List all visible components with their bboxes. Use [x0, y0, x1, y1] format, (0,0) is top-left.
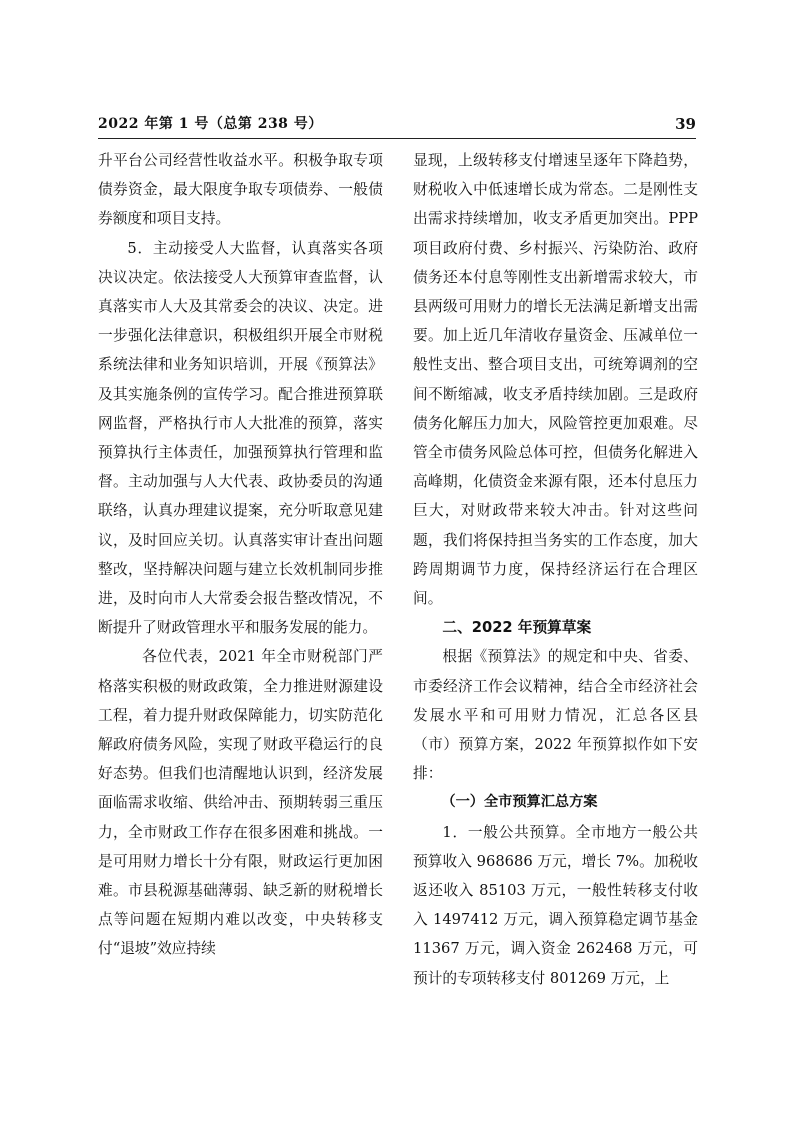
left-column	[98, 146, 383, 964]
right-column	[413, 146, 698, 993]
paragraph: 各位代表，2021 年全市财税部门严格落实积极的财政政策，全力推进财源建设工程，着力提升财政保障能力，切实防范化解政府债务风险，实现了财政平稳运行的良好态势。但我们也清醒地认识到，经济发展面临需求收缩、供给冲击、预期转弱三重压力，全市财政工作存在很多困难和挑战。一是可用财力增长十分有限，财政运行更加困难。市县税源基础薄弱、缺乏新的财税增长点等问题在短期内难以改变，中央转移支付“退坡”效应持续	[98, 648, 383, 958]
paragraph: 根据《预算法》的规定和中央、省委、市委经济工作会议精神，结合全市经济社会发展水平和可用财力情况，汇总各区县（市）预算方案，2022 年预算拟作如下安排：	[413, 648, 698, 783]
page-header	[98, 114, 696, 138]
paragraph: 显现，上级转移支付增速呈逐年下降趋势，财税收入中低速增长成为常态。二是刚性支出需求持续增加，收支矛盾更加突出。PPP 项目政府付费、乡村振兴、污染防治、政府债务还本付息等刚性支出新增需求较大，市县两级可用财力的增长无法满足新增支出需要。加上近几年清收存量资金、压减单位一般性支出、整合项目支出，可统筹调剂的空间不断缩减，收支矛盾持续加剧。三是政府债务化解压力加大，风险管控更加艰难。尽管全市债务风险总体可控，但债务化解进入高峰期，化债资金来源有限，还本付息压力巨大，对财政带来较大冲击。针对这些问题，我们将保持担当务实的工作态度，加大跨周期调节力度，保持经济运行在合理区间。	[413, 152, 698, 608]
page-number: 39	[675, 115, 696, 133]
paragraph: 升平台公司经营性收益水平。积极争取专项债券资金，最大限度争取专项债券、一般债券额度和项目支持。	[98, 152, 383, 228]
header-rule	[98, 138, 696, 139]
subsection-heading: （一）全市预算汇总方案	[441, 794, 598, 811]
section-heading: 二、2022 年预算草案	[442, 619, 592, 637]
paragraph: 1．一般公共预算。全市地方一般公共预算收入 968686 万元，增长 7%。加税收返还收入 85103 万元，一般性转移支付收入 1497412 万元，调入预算稳定调节基金 11367 万元，调入资金 262468 万元，可预计的专项转移支付 801269 万元，上	[413, 823, 698, 987]
issue-label: 2022 年第 1 号（总第 238 号）	[98, 116, 323, 132]
paragraph: 5．主动接受人大监督，认真落实各项决议决定。依法接受人大预算审查监督，认真落实市人大及其常委会的决议、决定。进一步强化法律意识，积极组织开展全市财税系统法律和业务知识培训，开展《预算法》及其实施条例的宣传学习。配合推进预算联网监督，严格执行市人大批准的预算，落实预算执行主体责任，加强预算执行管理和监督。主动加强与人大代表、政协委员的沟通联络，认真办理建议提案，充分听取意见建议，及时回应关切。认真落实审计查出问题整改，坚持解决问题与建立长效机制同步推进，及时向市人大常委会报告整改情况，不断提升了财政管理水平和服务发展的能力。	[98, 239, 383, 637]
